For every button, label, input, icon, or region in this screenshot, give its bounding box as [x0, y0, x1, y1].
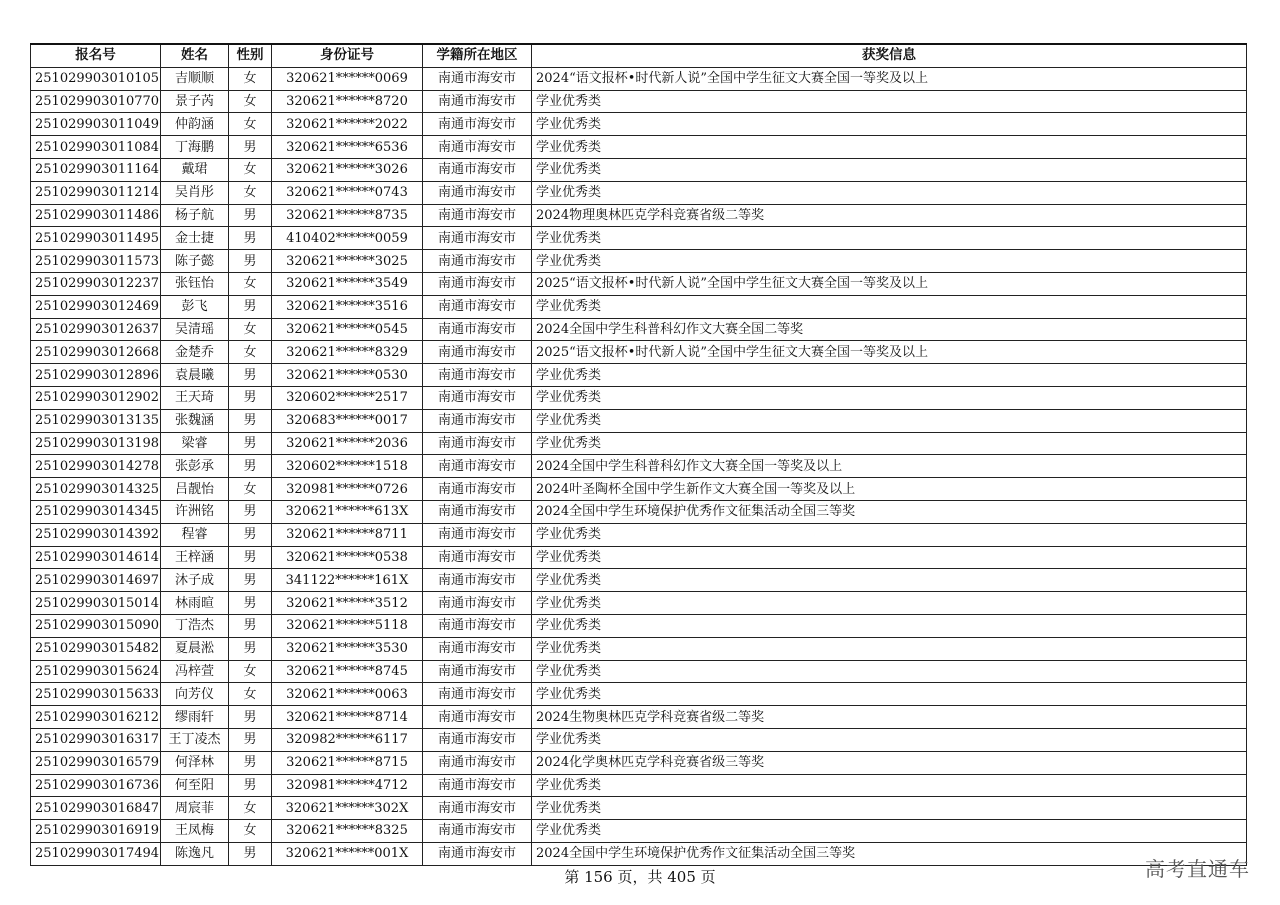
cell-name: 周宸菲 — [161, 797, 229, 820]
cell-registration-number: 251029903015624 — [31, 660, 161, 683]
cell-region: 南通市海安市 — [423, 113, 532, 136]
cell-name: 夏晨淞 — [161, 637, 229, 660]
cell-registration-number: 251029903011164 — [31, 158, 161, 181]
cell-gender: 男 — [229, 455, 272, 478]
table-row — [31, 592, 1247, 615]
cell-gender: 男 — [229, 227, 272, 250]
cell-award-info: 学业优秀类 — [532, 637, 1247, 660]
cell-name: 何泽林 — [161, 751, 229, 774]
cell-name: 吉顺顺 — [161, 67, 229, 90]
cell-name: 张钰怡 — [161, 272, 229, 295]
cell-name: 金楚乔 — [161, 341, 229, 364]
cell-award-info: 学业优秀类 — [532, 432, 1247, 455]
cell-region: 南通市海安市 — [423, 158, 532, 181]
cell-name: 沐子成 — [161, 569, 229, 592]
table-row — [31, 500, 1247, 523]
cell-award-info: 学业优秀类 — [532, 295, 1247, 318]
cell-id-number: 320621******613X — [272, 500, 423, 523]
cell-name: 彭飞 — [161, 295, 229, 318]
header-region: 学籍所在地区 — [423, 44, 532, 67]
cell-award-info: 学业优秀类 — [532, 181, 1247, 204]
cell-gender: 男 — [229, 728, 272, 751]
cell-name: 丁海鹏 — [161, 136, 229, 159]
cell-name: 向芳仪 — [161, 683, 229, 706]
table-header-row — [31, 44, 1247, 67]
table-row — [31, 158, 1247, 181]
cell-region: 南通市海安市 — [423, 227, 532, 250]
page-number: 第 156 页，共 405 页 — [564, 868, 716, 886]
cell-region: 南通市海安市 — [423, 751, 532, 774]
cell-region: 南通市海安市 — [423, 204, 532, 227]
cell-id-number: 320621******0069 — [272, 67, 423, 90]
cell-award-info: 2024全国中学生科普科幻作文大赛全国二等奖 — [532, 318, 1247, 341]
results-table — [30, 43, 1247, 866]
cell-registration-number: 251029903012902 — [31, 386, 161, 409]
cell-gender: 男 — [229, 774, 272, 797]
cell-id-number: 320683******0017 — [272, 409, 423, 432]
cell-gender: 女 — [229, 341, 272, 364]
cell-name: 杨子航 — [161, 204, 229, 227]
cell-registration-number: 251029903011084 — [31, 136, 161, 159]
table-row — [31, 683, 1247, 706]
cell-registration-number: 251029903011495 — [31, 227, 161, 250]
cell-region: 南通市海安市 — [423, 637, 532, 660]
cell-name: 袁晨曦 — [161, 364, 229, 387]
cell-region: 南通市海安市 — [423, 272, 532, 295]
cell-gender: 女 — [229, 820, 272, 843]
cell-registration-number: 251029903010770 — [31, 90, 161, 113]
table-row — [31, 227, 1247, 250]
cell-registration-number: 251029903017494 — [31, 842, 161, 865]
cell-id-number: 320621******3026 — [272, 158, 423, 181]
cell-region: 南通市海安市 — [423, 842, 532, 865]
cell-gender: 男 — [229, 250, 272, 273]
cell-gender: 女 — [229, 318, 272, 341]
cell-gender: 女 — [229, 478, 272, 501]
table-row — [31, 204, 1247, 227]
cell-region: 南通市海安市 — [423, 136, 532, 159]
cell-registration-number: 251029903012237 — [31, 272, 161, 295]
cell-gender: 男 — [229, 706, 272, 729]
cell-id-number: 320621******8325 — [272, 820, 423, 843]
cell-registration-number: 251029903016847 — [31, 797, 161, 820]
cell-region: 南通市海安市 — [423, 546, 532, 569]
cell-name: 王丁凌杰 — [161, 728, 229, 751]
cell-name: 戴珺 — [161, 158, 229, 181]
cell-gender: 男 — [229, 614, 272, 637]
header-gender: 性别 — [229, 44, 272, 67]
cell-registration-number: 251029903015014 — [31, 592, 161, 615]
cell-region: 南通市海安市 — [423, 500, 532, 523]
cell-id-number: 320621******0545 — [272, 318, 423, 341]
table-row — [31, 136, 1247, 159]
cell-region: 南通市海安市 — [423, 386, 532, 409]
cell-gender: 男 — [229, 592, 272, 615]
cell-gender: 男 — [229, 569, 272, 592]
cell-region: 南通市海安市 — [423, 318, 532, 341]
cell-gender: 女 — [229, 181, 272, 204]
cell-name: 吴清瑶 — [161, 318, 229, 341]
cell-name: 吴肖彤 — [161, 181, 229, 204]
cell-registration-number: 251029903016919 — [31, 820, 161, 843]
cell-region: 南通市海安市 — [423, 409, 532, 432]
cell-id-number: 320621******3549 — [272, 272, 423, 295]
table-row — [31, 820, 1247, 843]
table-row — [31, 523, 1247, 546]
cell-registration-number: 251029903014325 — [31, 478, 161, 501]
cell-award-info: 学业优秀类 — [532, 546, 1247, 569]
cell-registration-number: 251029903015090 — [31, 614, 161, 637]
cell-gender: 男 — [229, 842, 272, 865]
cell-region: 南通市海安市 — [423, 295, 532, 318]
cell-registration-number: 251029903016579 — [31, 751, 161, 774]
table-row — [31, 660, 1247, 683]
cell-id-number: 320621******0063 — [272, 683, 423, 706]
cell-region: 南通市海安市 — [423, 706, 532, 729]
cell-region: 南通市海安市 — [423, 90, 532, 113]
table-row — [31, 478, 1247, 501]
table-row — [31, 295, 1247, 318]
header-name: 姓名 — [161, 44, 229, 67]
cell-award-info: 2025“语文报杯•时代新人说”全国中学生征文大赛全国一等奖及以上 — [532, 272, 1247, 295]
table-row — [31, 364, 1247, 387]
cell-region: 南通市海安市 — [423, 774, 532, 797]
cell-id-number: 320621******2022 — [272, 113, 423, 136]
table-row — [31, 842, 1247, 865]
cell-id-number: 320981******4712 — [272, 774, 423, 797]
cell-name: 冯梓萱 — [161, 660, 229, 683]
cell-id-number: 320621******0743 — [272, 181, 423, 204]
cell-region: 南通市海安市 — [423, 592, 532, 615]
table-row — [31, 637, 1247, 660]
cell-region: 南通市海安市 — [423, 683, 532, 706]
table-row — [31, 797, 1247, 820]
table-row — [31, 181, 1247, 204]
cell-name: 林雨暄 — [161, 592, 229, 615]
cell-name: 缪雨轩 — [161, 706, 229, 729]
cell-name: 吕靓怡 — [161, 478, 229, 501]
cell-id-number: 320621******302X — [272, 797, 423, 820]
cell-name: 陈子懿 — [161, 250, 229, 273]
cell-name: 陈逸凡 — [161, 842, 229, 865]
cell-gender: 男 — [229, 409, 272, 432]
cell-gender: 男 — [229, 546, 272, 569]
cell-id-number: 320621******8720 — [272, 90, 423, 113]
table-row — [31, 751, 1247, 774]
cell-id-number: 320621******8329 — [272, 341, 423, 364]
table-row — [31, 272, 1247, 295]
cell-id-number: 320602******2517 — [272, 386, 423, 409]
table-row — [31, 67, 1247, 90]
table-row — [31, 569, 1247, 592]
cell-id-number: 410402******0059 — [272, 227, 423, 250]
cell-region: 南通市海安市 — [423, 523, 532, 546]
cell-gender: 女 — [229, 113, 272, 136]
cell-region: 南通市海安市 — [423, 341, 532, 364]
cell-name: 仲韵涵 — [161, 113, 229, 136]
cell-region: 南通市海安市 — [423, 569, 532, 592]
cell-name: 何至阳 — [161, 774, 229, 797]
cell-registration-number: 251029903011049 — [31, 113, 161, 136]
cell-registration-number: 251029903016736 — [31, 774, 161, 797]
cell-award-info: 学业优秀类 — [532, 364, 1247, 387]
cell-award-info: 学业优秀类 — [532, 569, 1247, 592]
cell-id-number: 320982******6117 — [272, 728, 423, 751]
cell-award-info: 学业优秀类 — [532, 728, 1247, 751]
cell-award-info: 学业优秀类 — [532, 90, 1247, 113]
cell-award-info: 学业优秀类 — [532, 820, 1247, 843]
cell-id-number: 320981******0726 — [272, 478, 423, 501]
table-row — [31, 250, 1247, 273]
cell-award-info: 学业优秀类 — [532, 227, 1247, 250]
cell-registration-number: 251029903015482 — [31, 637, 161, 660]
cell-name: 丁浩杰 — [161, 614, 229, 637]
cell-award-info: 2024全国中学生环境保护优秀作文征集活动全国三等奖 — [532, 500, 1247, 523]
cell-region: 南通市海安市 — [423, 250, 532, 273]
cell-name: 梁睿 — [161, 432, 229, 455]
cell-name: 王天琦 — [161, 386, 229, 409]
cell-registration-number: 251029903015633 — [31, 683, 161, 706]
cell-registration-number: 251029903016317 — [31, 728, 161, 751]
cell-award-info: 学业优秀类 — [532, 592, 1247, 615]
cell-id-number: 320621******6536 — [272, 136, 423, 159]
watermark: 高考直通车 — [1145, 857, 1250, 881]
cell-name: 张魏涵 — [161, 409, 229, 432]
cell-gender: 男 — [229, 204, 272, 227]
cell-id-number: 320621******3025 — [272, 250, 423, 273]
table-row — [31, 546, 1247, 569]
cell-region: 南通市海安市 — [423, 364, 532, 387]
cell-id-number: 320621******3516 — [272, 295, 423, 318]
table-row — [31, 318, 1247, 341]
cell-gender: 女 — [229, 90, 272, 113]
cell-award-info: 2024叶圣陶杯全国中学生新作文大赛全国一等奖及以上 — [532, 478, 1247, 501]
cell-id-number: 320621******3530 — [272, 637, 423, 660]
cell-region: 南通市海安市 — [423, 478, 532, 501]
cell-registration-number: 251029903010105 — [31, 67, 161, 90]
cell-registration-number: 251029903011486 — [31, 204, 161, 227]
cell-name: 景子芮 — [161, 90, 229, 113]
cell-award-info: 2024全国中学生环境保护优秀作文征集活动全国三等奖 — [532, 842, 1247, 865]
table-row — [31, 409, 1247, 432]
cell-award-info: 学业优秀类 — [532, 113, 1247, 136]
table-row — [31, 386, 1247, 409]
cell-name: 金士捷 — [161, 227, 229, 250]
cell-region: 南通市海安市 — [423, 455, 532, 478]
cell-registration-number: 251029903013198 — [31, 432, 161, 455]
cell-id-number: 320621******0538 — [272, 546, 423, 569]
cell-gender: 女 — [229, 797, 272, 820]
cell-award-info: 2024物理奥林匹克学科竞赛省级二等奖 — [532, 204, 1247, 227]
cell-gender: 女 — [229, 683, 272, 706]
cell-award-info: 学业优秀类 — [532, 614, 1247, 637]
table-row — [31, 614, 1247, 637]
table-row — [31, 728, 1247, 751]
cell-gender: 男 — [229, 386, 272, 409]
cell-registration-number: 251029903014392 — [31, 523, 161, 546]
cell-gender: 男 — [229, 295, 272, 318]
cell-award-info: 2024全国中学生科普科幻作文大赛全国一等奖及以上 — [532, 455, 1247, 478]
cell-region: 南通市海安市 — [423, 820, 532, 843]
cell-region: 南通市海安市 — [423, 181, 532, 204]
cell-id-number: 320621******8735 — [272, 204, 423, 227]
cell-id-number: 320621******3512 — [272, 592, 423, 615]
cell-award-info: 学业优秀类 — [532, 683, 1247, 706]
cell-id-number: 320621******5118 — [272, 614, 423, 637]
cell-id-number: 320621******8714 — [272, 706, 423, 729]
table-row — [31, 341, 1247, 364]
cell-registration-number: 251029903011214 — [31, 181, 161, 204]
table-row — [31, 432, 1247, 455]
cell-id-number: 341122******161X — [272, 569, 423, 592]
cell-region: 南通市海安市 — [423, 432, 532, 455]
table-body — [31, 67, 1247, 865]
cell-id-number: 320621******8745 — [272, 660, 423, 683]
cell-gender: 女 — [229, 67, 272, 90]
header-award-info: 获奖信息 — [532, 44, 1247, 67]
cell-id-number: 320621******001X — [272, 842, 423, 865]
cell-name: 王凤梅 — [161, 820, 229, 843]
cell-registration-number: 251029903014697 — [31, 569, 161, 592]
cell-registration-number: 251029903014278 — [31, 455, 161, 478]
cell-gender: 女 — [229, 660, 272, 683]
cell-name: 张彭承 — [161, 455, 229, 478]
cell-id-number: 320602******1518 — [272, 455, 423, 478]
cell-region: 南通市海安市 — [423, 614, 532, 637]
cell-award-info: 学业优秀类 — [532, 386, 1247, 409]
cell-gender: 男 — [229, 364, 272, 387]
cell-registration-number: 251029903012896 — [31, 364, 161, 387]
cell-id-number: 320621******8715 — [272, 751, 423, 774]
cell-gender: 女 — [229, 272, 272, 295]
cell-gender: 男 — [229, 523, 272, 546]
cell-region: 南通市海安市 — [423, 797, 532, 820]
header-registration-number: 报名号 — [31, 44, 161, 67]
table-row — [31, 774, 1247, 797]
cell-award-info: 学业优秀类 — [532, 660, 1247, 683]
cell-gender: 男 — [229, 432, 272, 455]
cell-registration-number: 251029903012668 — [31, 341, 161, 364]
cell-name: 许洲铭 — [161, 500, 229, 523]
cell-registration-number: 251029903011573 — [31, 250, 161, 273]
cell-registration-number: 251029903012469 — [31, 295, 161, 318]
cell-gender: 男 — [229, 500, 272, 523]
cell-gender: 男 — [229, 751, 272, 774]
cell-name: 程睿 — [161, 523, 229, 546]
cell-gender: 男 — [229, 136, 272, 159]
cell-name: 王梓涵 — [161, 546, 229, 569]
cell-gender: 女 — [229, 158, 272, 181]
cell-registration-number: 251029903014345 — [31, 500, 161, 523]
table-row — [31, 455, 1247, 478]
cell-award-info: 2024化学奥林匹克学科竞赛省级三等奖 — [532, 751, 1247, 774]
cell-award-info: 学业优秀类 — [532, 136, 1247, 159]
cell-award-info: 2025“语文报杯•时代新人说”全国中学生征文大赛全国一等奖及以上 — [532, 341, 1247, 364]
cell-registration-number: 251029903014614 — [31, 546, 161, 569]
table-row — [31, 706, 1247, 729]
cell-award-info: 学业优秀类 — [532, 523, 1247, 546]
cell-award-info: 学业优秀类 — [532, 158, 1247, 181]
cell-award-info: 2024“语文报杯•时代新人说”全国中学生征文大赛全国一等奖及以上 — [532, 67, 1247, 90]
cell-award-info: 2024生物奥林匹克学科竞赛省级二等奖 — [532, 706, 1247, 729]
cell-region: 南通市海安市 — [423, 67, 532, 90]
cell-registration-number: 251029903013135 — [31, 409, 161, 432]
table-row — [31, 113, 1247, 136]
cell-region: 南通市海安市 — [423, 728, 532, 751]
cell-award-info: 学业优秀类 — [532, 409, 1247, 432]
cell-region: 南通市海安市 — [423, 660, 532, 683]
cell-registration-number: 251029903012637 — [31, 318, 161, 341]
cell-id-number: 320621******8711 — [272, 523, 423, 546]
cell-id-number: 320621******0530 — [272, 364, 423, 387]
header-id-number: 身份证号 — [272, 44, 423, 67]
cell-id-number: 320621******2036 — [272, 432, 423, 455]
cell-registration-number: 251029903016212 — [31, 706, 161, 729]
table-row — [31, 90, 1247, 113]
cell-award-info: 学业优秀类 — [532, 250, 1247, 273]
cell-gender: 男 — [229, 637, 272, 660]
cell-award-info: 学业优秀类 — [532, 774, 1247, 797]
cell-award-info: 学业优秀类 — [532, 797, 1247, 820]
